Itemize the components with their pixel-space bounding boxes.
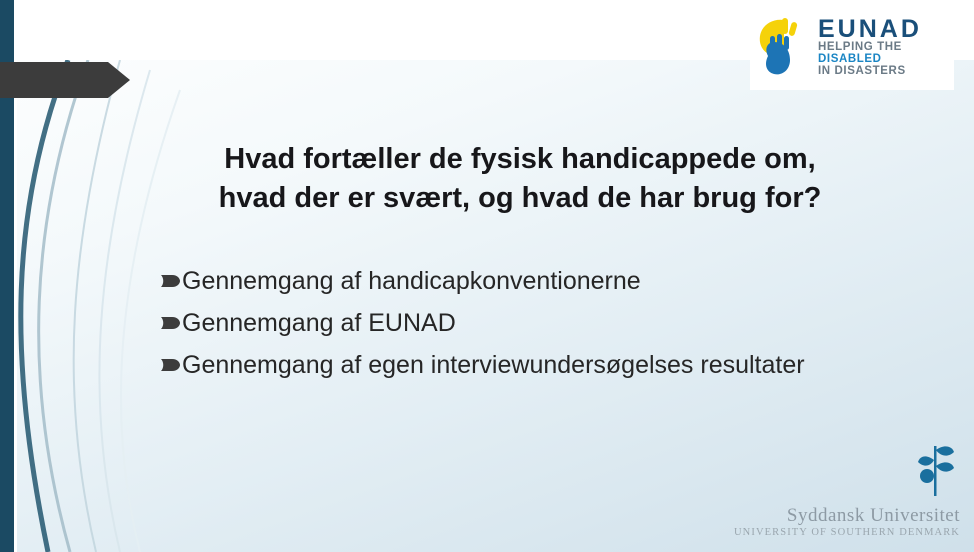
eunad-logo-title: EUNAD bbox=[818, 14, 922, 43]
eunad-logo-line1: HELPING THE bbox=[818, 41, 902, 54]
eunad-logo-line2: DISABLED bbox=[818, 52, 882, 65]
list-item-label: Gennemgang af handicapkonventionerne bbox=[182, 267, 641, 295]
eunad-logo-line3: IN DISASTERS bbox=[818, 64, 906, 77]
hands-icon bbox=[754, 16, 812, 78]
list-item bbox=[160, 268, 974, 296]
list-item bbox=[160, 310, 974, 338]
slide-title-line-1: Hvad fortæller de fysisk handicappede om, bbox=[224, 143, 816, 175]
arrow-bullet-icon bbox=[160, 358, 182, 386]
eunad-logo bbox=[750, 4, 954, 90]
arrow-bullet-icon bbox=[160, 274, 182, 302]
arrow-banner-shape bbox=[0, 62, 130, 98]
slide-title-line-2: hvad der er svært, og hvad de har brug for? bbox=[218, 182, 822, 215]
sdu-logo-subtitle: UNIVERSITY OF SOUTHERN DENMARK bbox=[734, 527, 960, 538]
sdu-logo-name: Syddansk Universitet bbox=[786, 505, 960, 526]
slide-title bbox=[120, 140, 920, 218]
bullet-list bbox=[160, 268, 974, 394]
sdu-tree-icon bbox=[734, 436, 960, 503]
arrow-bullet-icon bbox=[160, 316, 182, 344]
sdu-logo bbox=[734, 436, 960, 538]
list-item bbox=[160, 352, 974, 380]
list-item-label: Gennemgang af egen interviewundersøgelses resultater bbox=[182, 351, 805, 379]
list-item-label: Gennemgang af EUNAD bbox=[182, 309, 456, 337]
